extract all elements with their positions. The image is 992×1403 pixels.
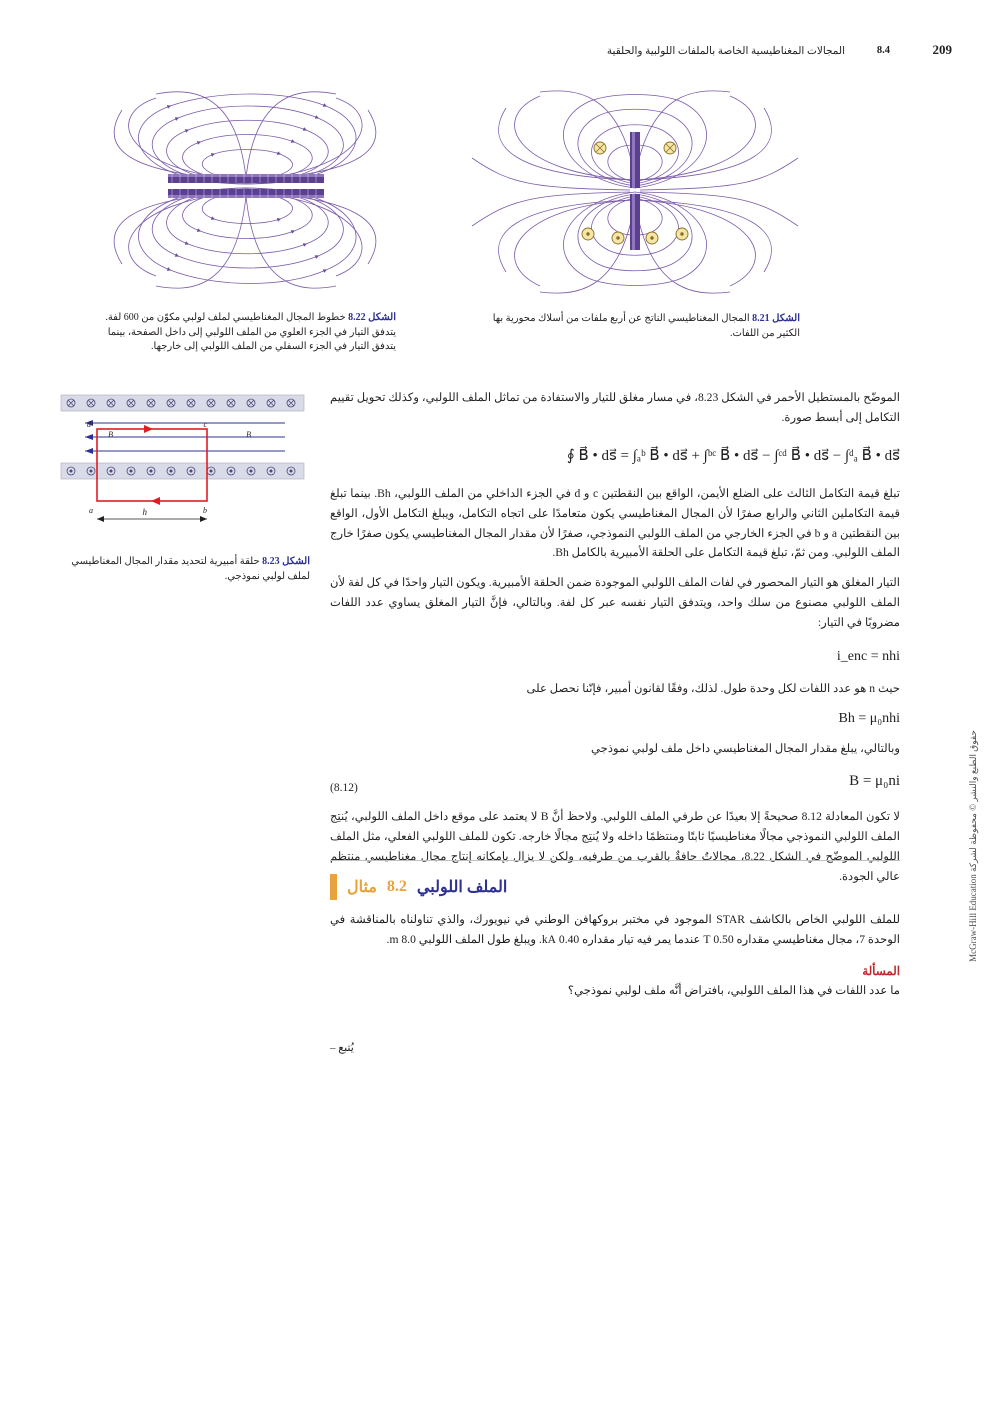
- figure-8-21: [470, 88, 800, 341]
- figure-8-22-label: الشكل: [368, 312, 396, 323]
- figure-8-23-label: الشكل: [282, 556, 310, 567]
- example-accent-bar: [330, 874, 337, 900]
- figure-8-21-caption: [470, 312, 800, 341]
- main-text-column: [330, 388, 900, 887]
- paragraph-2: تبلغ قيمة التكامل الثالث على الضلع الأيمن، الواقع بين النقطتين c و d في الجزء الداخلي من الملف اللولبي، Bh. بينما تبلغ قيمة التكاملين الثاني والرابع صفرًا لأن المجال المغناطيسي يكون متعامدًا على اتجاه التكامل، ويبلغ التكامل الأول، الواقع بين النقطتين a و b في الجزء الخارجي من الملف اللولبي النموذجي، صفرًا لأن مقدار المجال المغناطيسي يكون صفرًا خارج الملف اللولبي. ومن ثمّ، تبلغ قيمة التكامل على الحلقة الأمبيرية بالكامل Bh.: [330, 486, 900, 560]
- figure-8-21-caption-text: المجال المغناطيسي الناتج عن أربع ملفات من أسلاك محورية بها الكثير من اللفات.: [492, 313, 800, 339]
- example-number: 8.2: [386, 878, 407, 895]
- figure-8-22-number: 8.22: [348, 312, 366, 323]
- paragraph-6: لا تكون المعادلة 8.12 صحيحةً إلا بعيدًا عن طرفي الملف اللولبي. ولاحظ أنَّ B لا يعتمد على موقع داخل الملف اللولبي، يُنتِج الملف اللولبي النموذجي مجالًا مغناطيسيًا ثابتًا ومنتظمًا داخله ولا يُنتِج مجالًا خارجه. تكون للملف اللولبي الفعلي، مثل الملف اللولبي الموضّح في الشكل 8.22، مجالاتٌ حافةٌ بالقرب من طرفيه، ولكن لا يزال بإمكانه إنتاج مجال مغناطيسي منتظم عالي الجودة.: [330, 810, 901, 883]
- amperian-loop-svg: [55, 385, 310, 545]
- example-heading: [330, 874, 900, 900]
- paragraph-3: التيار المغلق هو التيار المحصور في لفات الملف اللولبي الموجودة ضمن الحلقة الأمبيرية. ويكون التيار واحدًا في كل لفة لأن الملف اللولبي مصنوع من سلك واحد، ويتدفق التيار نفسه عبر كل لفة. وبالتالي، فإنَّ التيار المغلق يساوي عدد اللفات مضروبًا في التيار:: [330, 576, 900, 630]
- figure-8-21-artwork: [470, 88, 800, 298]
- example-label: مثال: [347, 879, 377, 896]
- header-section-number: 8.4: [876, 45, 890, 56]
- example-title: الملف اللولبي: [416, 879, 508, 896]
- figure-8-21-label: الشكل: [772, 313, 800, 324]
- four-coils-field-lines-svg: [470, 88, 800, 298]
- example-divider: [330, 860, 900, 862]
- svg-text:B: B: [246, 430, 251, 439]
- paragraph-1: الموضّح بالمستطيل الأحمر في الشكل 8.23، في مسار مغلق للتيار والاستفادة من تماثل الملف اللولبي، وكذلك تحويل تقييم التكامل إلى أبسط صورة.: [330, 391, 900, 424]
- figure-8-22-caption-text: خطوط المجال المغناطيسي لملف لولبي مكوّن من 600 لفة. يتدفق التيار في الجزء العلوي من الملف اللولبي إلى داخل الصفحة، بينما يتدفق التيار في الجزء السفلي من الملف اللولبي إلى خارجها.: [105, 312, 396, 352]
- svg-text:b: b: [203, 506, 207, 515]
- equation-ampere-integral: ∮ B⃗ • ds⃗ = ∫ₐᵇ B⃗ • ds⃗ + ∫ᵇᶜ B⃗ • ds⃗ − ∫ᶜᵈ B⃗ • ds⃗ − ∫ᵈₐ B⃗ • ds⃗: [566, 447, 900, 464]
- copyright-credit: حقوق الطبع والنشر © محفوظة لشركة McGraw-Hill Education: [968, 730, 978, 962]
- example-body: للملف اللولبي الخاص بالكاشف STAR الموجود في مختبر بروكهافن الوطني في نيويورك، والذي تناولناه بالمناقشة في الوحدة 7، مجال مغناطيسي مقداره 0.50 T عندما يمر فيه تيار مقداره 0.40 kA. ويبلغ طول الملف اللولبي 8.0 m.: [330, 913, 900, 946]
- page-header: [92, 42, 952, 64]
- page-number: 209: [932, 42, 952, 57]
- equation-bh: Bh = μ₀nhi: [838, 711, 900, 727]
- svg-text:d: d: [87, 420, 91, 429]
- figure-8-21-number: 8.21: [752, 313, 770, 324]
- figure-8-22-artwork: [96, 88, 396, 293]
- example-question: ما عدد اللفات في هذا الملف اللولبي، بافتراض أنَّه ملف لولبي نموذجي؟: [567, 983, 900, 997]
- paragraph-4: حيث n هو عدد اللفات لكل وحدة طول. لذلك، وفقًا لقانون أمبير، فإنّنا نحصل على: [526, 682, 900, 696]
- figure-8-23-caption: [55, 555, 310, 584]
- equation-enclosed-current: i_enc = nhi: [836, 649, 900, 665]
- figure-8-23-artwork: [55, 385, 310, 545]
- example-continued: يُتبع –: [330, 1041, 354, 1054]
- svg-text:c: c: [203, 420, 207, 429]
- figure-8-23-caption-text: حلقة أمبيرية لتحديد مقدار المجال المغناطيسي لملف لولبي نموذجي.: [71, 556, 310, 582]
- example-subhead: المسألة: [862, 963, 900, 978]
- svg-text:h: h: [142, 507, 147, 517]
- svg-text:B: B: [108, 430, 113, 439]
- figure-8-23: [55, 385, 310, 584]
- example-block: [330, 860, 900, 1054]
- svg-text:a: a: [89, 506, 93, 515]
- equation-solenoid-field: B = μ₀ni: [849, 773, 900, 790]
- equation-number-8-12: (8.12): [330, 782, 358, 795]
- paragraph-5: وبالتالي، يبلغ مقدار المجال المغناطيسي داخل ملف لولبي نموذجي: [591, 742, 900, 756]
- figure-8-22: [96, 88, 396, 355]
- solenoid-field-lines-svg: [96, 88, 396, 293]
- figure-8-22-caption: [96, 311, 396, 355]
- header-section-title: المجالات المغناطيسية الخاصة بالملفات اللولبية والحلقية: [606, 46, 845, 57]
- figure-8-23-number: 8.23: [262, 556, 280, 567]
